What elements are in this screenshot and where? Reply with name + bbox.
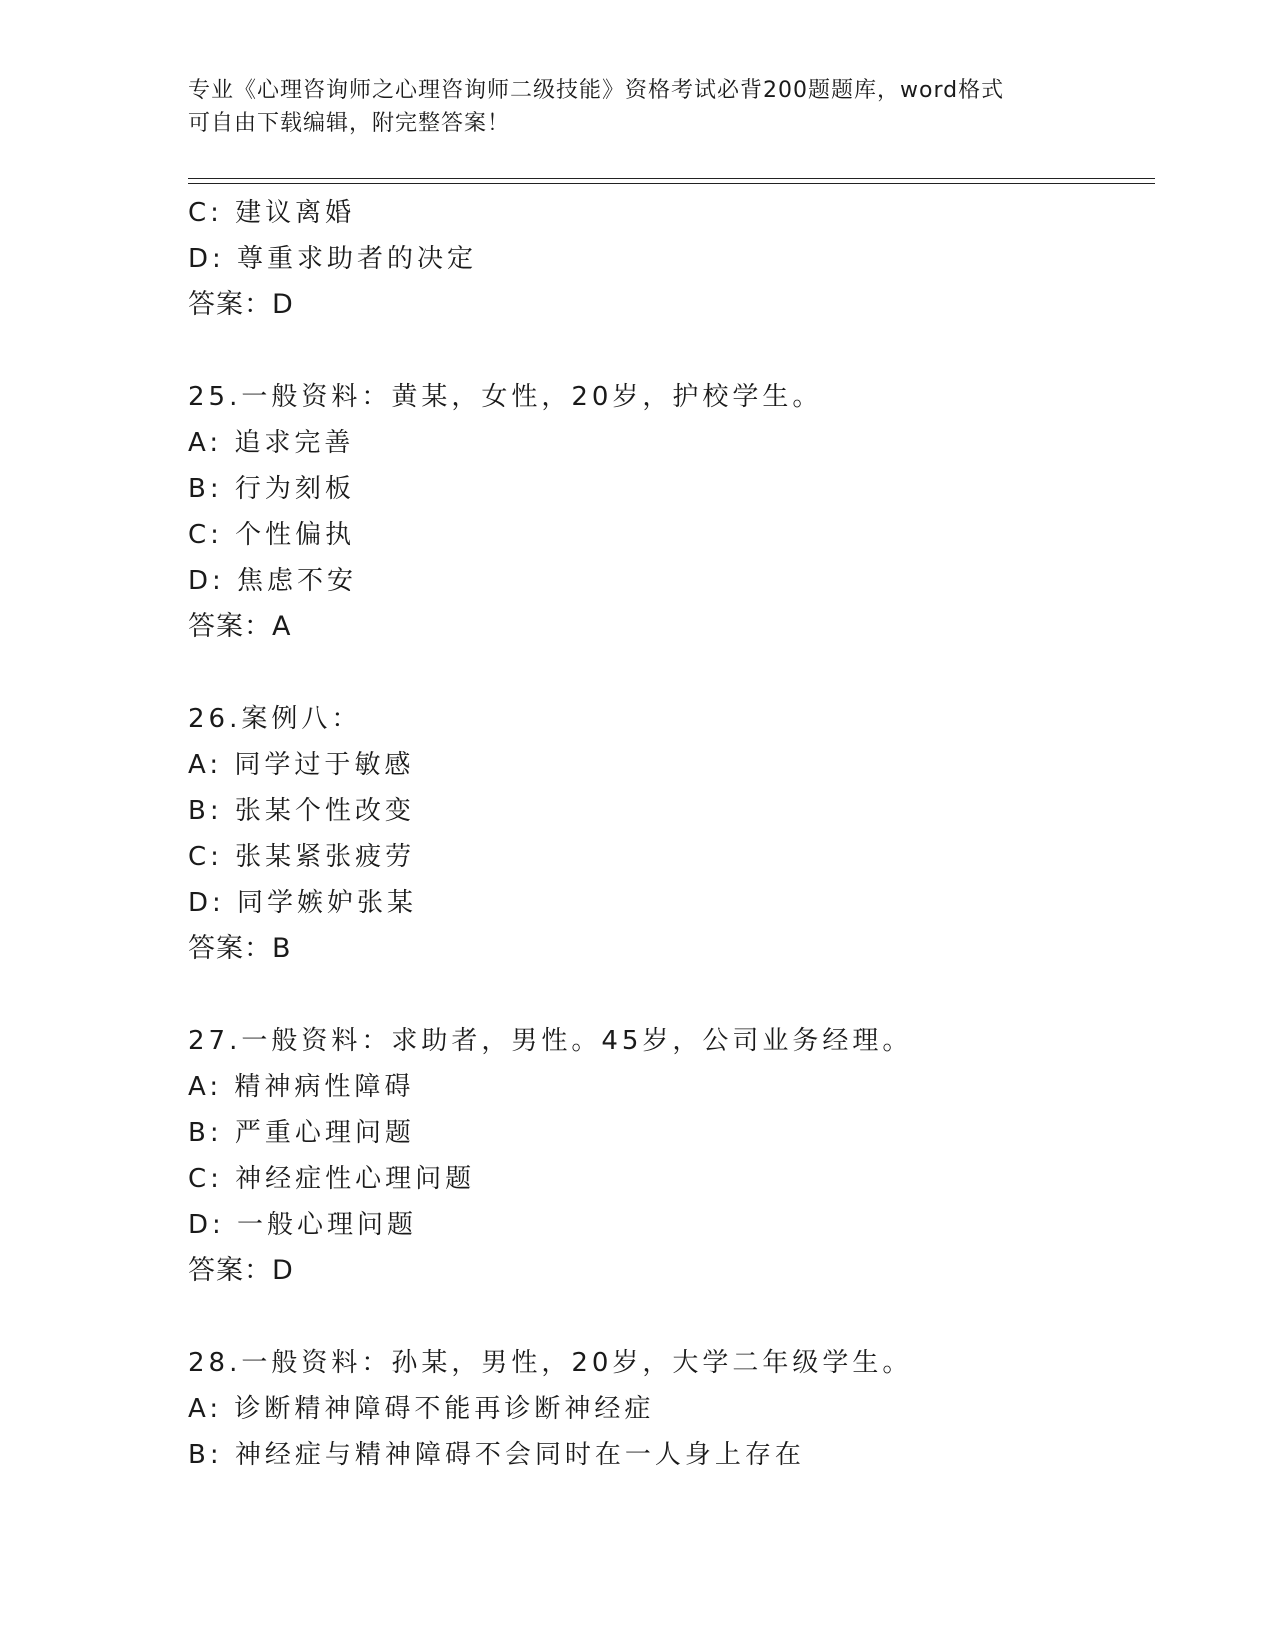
option-c: C: 个性偏执 <box>188 520 356 550</box>
option-b: B: 神经症与精神障碍不会同时在一人身上存在 <box>188 1440 805 1470</box>
header-divider-top <box>188 178 1155 179</box>
question-stem: 27.一般资料：求助者，男性。45岁，公司业务经理。 <box>188 1026 913 1056</box>
answer: 答案：A <box>188 611 292 642</box>
question-stem: 26.案例八： <box>188 704 362 734</box>
question-24-tail <box>188 190 1168 328</box>
option-d: D: 一般心理问题 <box>188 1210 418 1240</box>
option-b: B: 行为刻板 <box>188 474 355 504</box>
answer: 答案：B <box>188 933 292 964</box>
option-b: B: 严重心理问题 <box>188 1118 415 1148</box>
option-a: A: 诊断精神障碍不能再诊断神经症 <box>188 1394 655 1424</box>
option-d: D: 同学嫉妒张某 <box>188 888 418 918</box>
document-header <box>188 74 1088 140</box>
question-28 <box>188 1340 1168 1478</box>
question-stem: 25.一般资料：黄某，女性，20岁，护校学生。 <box>188 382 823 412</box>
header-divider-bottom <box>188 183 1155 184</box>
question-26 <box>188 696 1168 972</box>
option-a: A: 同学过于敏感 <box>188 750 415 780</box>
question-list <box>188 190 1168 1478</box>
question-25 <box>188 374 1168 650</box>
option-d: D: 尊重求助者的决定 <box>188 244 478 274</box>
option-b: B: 张某个性改变 <box>188 796 415 826</box>
answer: 答案：D <box>188 1255 294 1286</box>
option-c: C: 神经症性心理问题 <box>188 1164 476 1194</box>
question-27 <box>188 1018 1168 1294</box>
option-a: A: 精神病性障碍 <box>188 1072 415 1102</box>
question-stem: 28.一般资料：孙某，男性，20岁，大学二年级学生。 <box>188 1348 913 1378</box>
option-a: A: 追求完善 <box>188 428 355 458</box>
header-line-1: 专业《心理咨询师之心理咨询师二级技能》资格考试必背200题题库，word格式 <box>188 78 1005 103</box>
option-c: C: 张某紧张疲劳 <box>188 842 416 872</box>
answer: 答案：D <box>188 289 294 320</box>
option-d: D: 焦虑不安 <box>188 566 358 596</box>
option-c: C: 建议离婚 <box>188 198 356 228</box>
header-line-2: 可自由下载编辑，附完整答案！ <box>188 111 511 136</box>
